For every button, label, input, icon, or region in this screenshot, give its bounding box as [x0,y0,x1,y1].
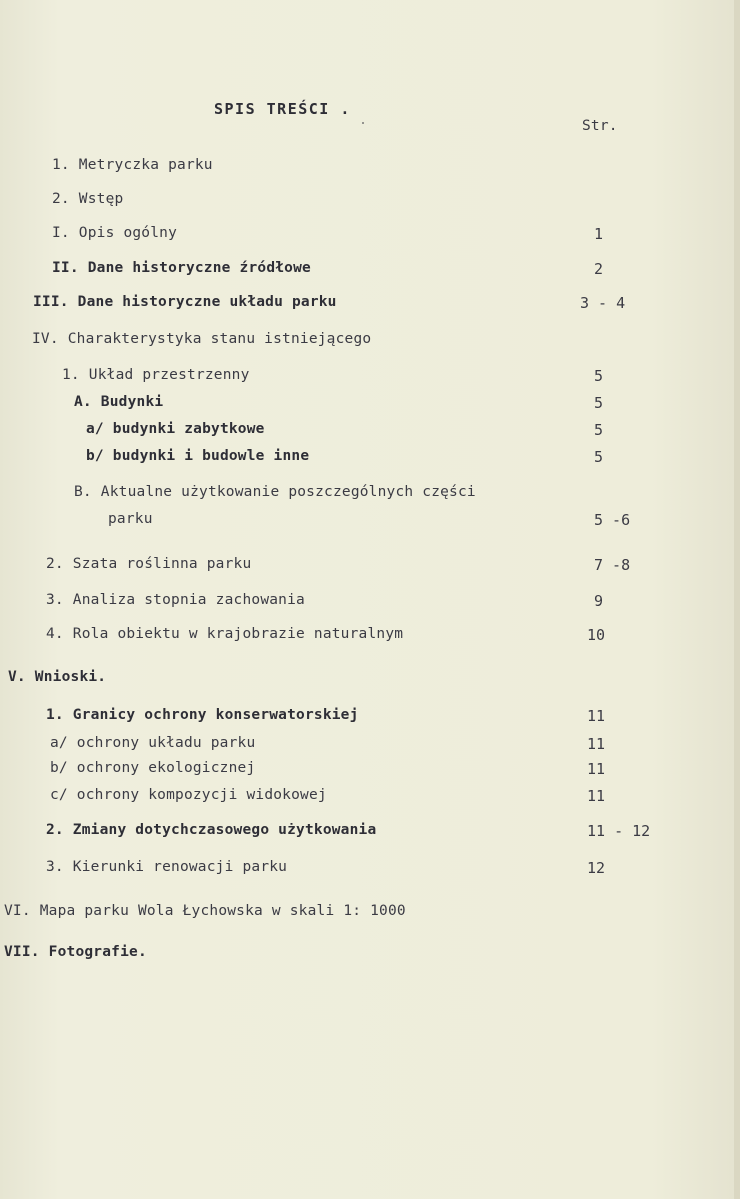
toc-entry: b/ ochrony ekologicznej [50,760,256,776]
toc-page-number: 11 - 12 [587,822,651,840]
toc-page-number: 5 [594,421,604,439]
toc-page-number: 7 -8 [594,556,631,574]
toc-entry: A. Budynki [74,394,164,410]
toc-page-number: 5 -6 [594,511,631,529]
toc-entry: a/ budynki zabytkowe [86,421,265,437]
page-edge [734,0,740,1199]
toc-entry: B. Aktualne użytkowanie poszczególnych części [74,484,476,500]
toc-entry: b/ budynki i budowle inne [86,448,310,464]
toc-entry: 2. Wstęp [52,191,124,207]
toc-page-number: 3 - 4 [580,294,626,312]
toc-entry: 1. Granicy ochrony konserwatorskiej [46,707,359,723]
toc-entry: c/ ochrony kompozycji widokowej [50,787,327,803]
toc-page-number: 11 [587,787,606,805]
toc-entry: 1. Metryczka parku [52,157,213,173]
toc-entry-continued: parku [108,511,153,527]
toc-entry: 3. Analiza stopnia zachowania [46,592,305,608]
toc-entry: V. Wnioski. [8,669,107,685]
toc-page-number: 5 [594,394,604,412]
toc-page-number: 5 [594,367,604,385]
toc-page-number: 9 [594,592,604,610]
toc-entry: 4. Rola obiektu w krajobrazie naturalnym [46,626,404,642]
page-title: SPIS TREŚCI . [214,100,351,118]
ink-dot [362,122,364,124]
toc-entry: 2. Zmiany dotychczasowego użytkowania [46,822,377,838]
toc-entry: IV. Charakterystyka stanu istniejącego [32,331,372,347]
toc-entry: 1. Układ przestrzenny [62,367,250,383]
page-column-header: Str. [582,118,618,134]
toc-page-number: 11 [587,760,606,778]
toc-page-number: 11 [587,707,606,725]
toc-page-number: 1 [594,225,604,243]
toc-entry: a/ ochrony układu parku [50,735,256,751]
toc-page-number: 5 [594,448,604,466]
toc-page-number: 12 [587,859,606,877]
toc-entry: 3. Kierunki renowacji parku [46,859,288,875]
toc-entry: VI. Mapa parku Wola Łychowska w skali 1: 1000 [4,903,406,919]
toc-page-number: 10 [587,626,606,644]
toc-page-number: 11 [587,735,606,753]
toc-entry: 2. Szata roślinna parku [46,556,252,572]
toc-entry: VII. Fotografie. [4,944,147,960]
toc-entry: I. Opis ogólny [52,225,178,241]
toc-entry: III. Dane historyczne układu parku [33,294,337,310]
toc-page-number: 2 [594,260,604,278]
toc-entry: II. Dane historyczne źródłowe [52,260,311,276]
